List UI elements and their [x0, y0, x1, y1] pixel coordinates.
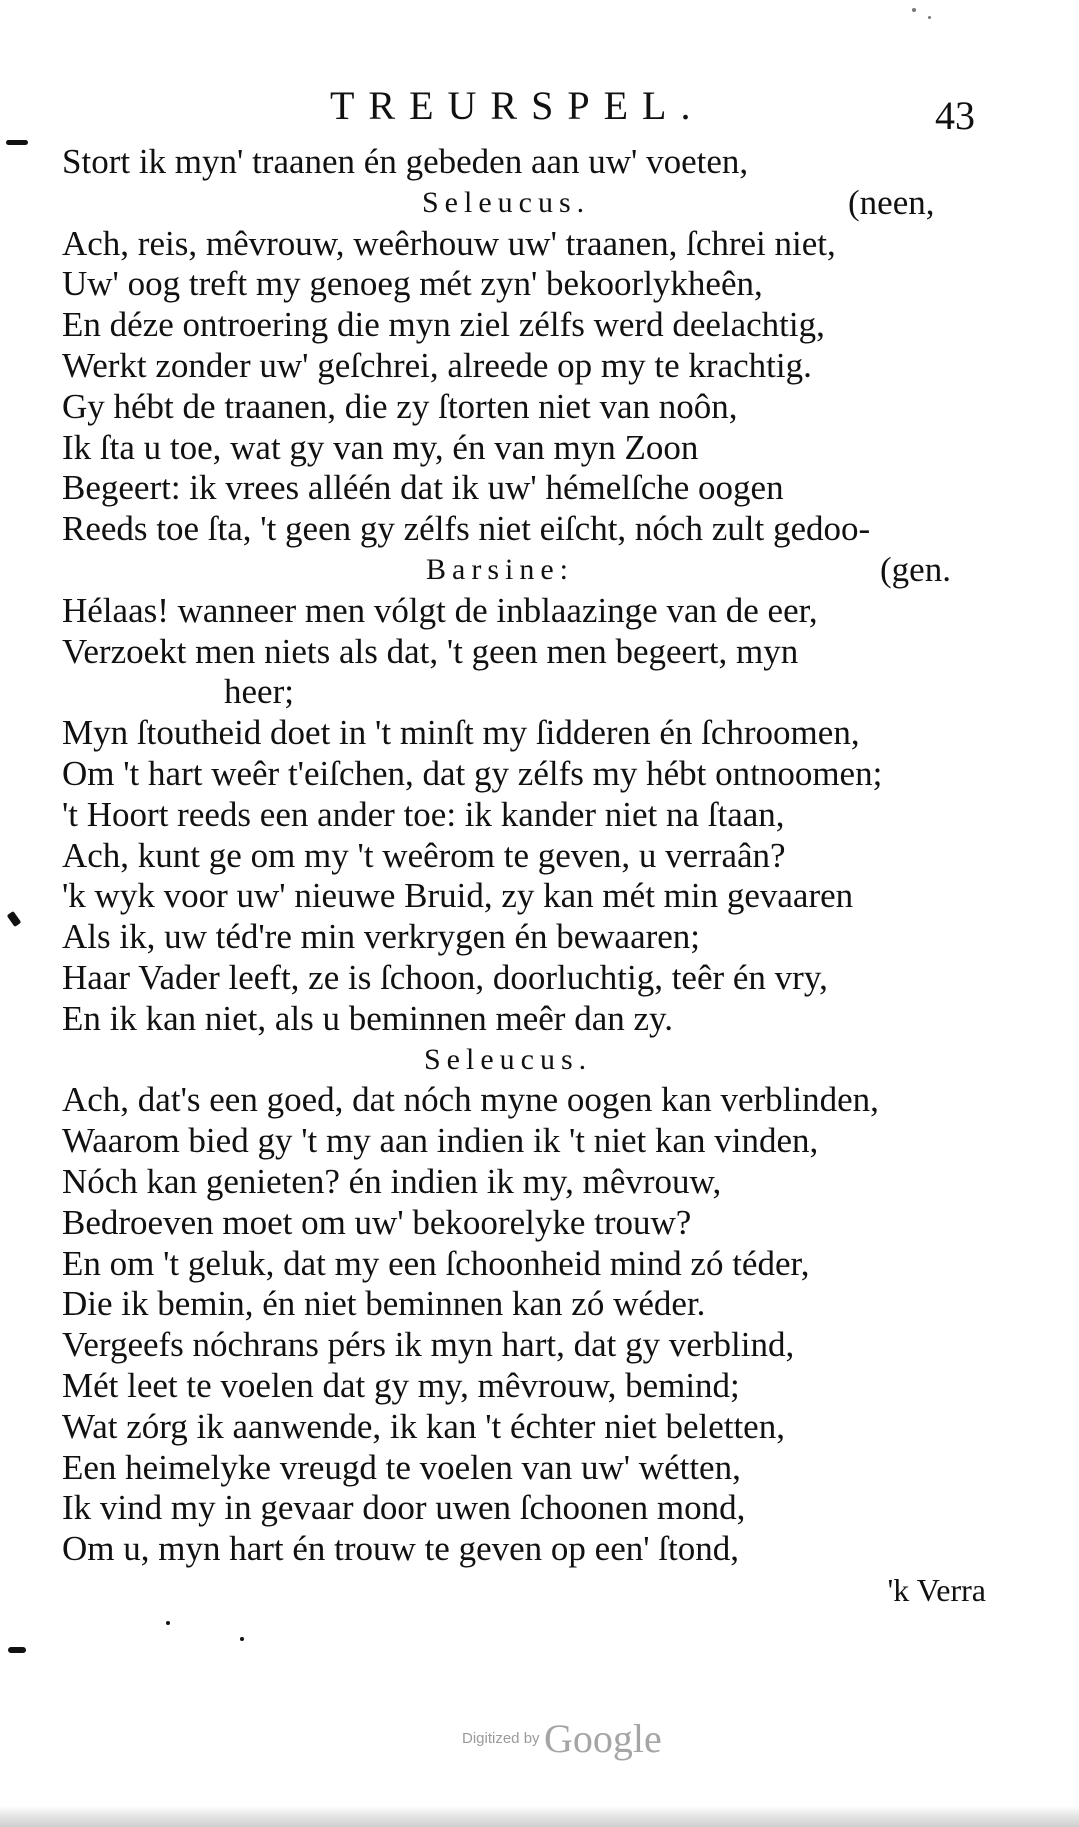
verse-tail: (gen. — [880, 549, 951, 589]
verse-tail: (neen, — [848, 182, 935, 222]
running-head: TREURSPEL. — [330, 83, 705, 128]
speaker-name: Barsine: — [426, 552, 574, 586]
verse-line: Ach, dat's een goed, dat nóch myne oogen kan verblinden, — [62, 1080, 879, 1120]
verse-line: Om 't hart weêr t'eiſchen, dat gy zélfs my hébt ontnoomen; — [62, 753, 883, 793]
verse-line: Ik ſta u toe, wat gy van my, én van myn Zoon — [62, 427, 699, 467]
speaker-line — [62, 550, 992, 591]
verse-line: Ach, reis, mêvrouw, weêrhouw uw' traanen, ſchrei niet, — [62, 223, 836, 263]
verse-line: Gy hébt de traanen, die zy ſtorten niet van noôn, — [62, 386, 738, 426]
verse-line: Begeert: ik vrees alléén dat ik uw' hémelſche oogen — [62, 468, 784, 508]
verse-line: Waarom bied gy 't my aan indien ik 't niet kan vinden, — [62, 1121, 819, 1161]
verse-line: 'k wyk voor uw' nieuwe Bruid, zy kan mét min gevaaren — [62, 876, 854, 916]
verse-continuation: heer; — [224, 672, 294, 712]
margin-mark-dash — [8, 1647, 26, 1653]
margin-mark-dash — [6, 140, 28, 145]
verse-line: Haar Vader leeft, ze is ſchoon, doorluchtig, teêr én vry, — [62, 957, 828, 997]
verse-line: Als ik, uw téd're min verkrygen én bewaaren; — [62, 917, 701, 957]
verse-line: Uw' oog treft my genoeg mét zyn' bekoorlykheên, — [62, 264, 763, 304]
verse-line: Om u, myn hart én trouw te geven op een' ſtond, — [62, 1529, 739, 1569]
margin-mark-dot — [912, 8, 916, 12]
verse-line: Myn ſtoutheid doet in 't minſt my ſidderen én ſchroomen, — [62, 713, 860, 753]
speaker-line — [62, 1040, 992, 1081]
margin-mark-dot — [240, 1637, 244, 1641]
watermark-prefix: Digitized by — [462, 1730, 540, 1747]
verse-line: Bedroeven moet om uw' bekoorelyke trouw? — [62, 1202, 692, 1242]
verse-line: En déze ontroering die myn ziel zélfs werd deelachtig, — [62, 305, 825, 345]
verse-line: Wat zórg ik aanwende, ik kan 't échter niet beletten, — [62, 1406, 785, 1446]
verse-line: Werkt zonder uw' geſchrei, alreede op my te krachtig. — [62, 345, 812, 385]
verse-line: Vergeefs nóchrans pérs ik myn hart, dat gy verblind, — [62, 1325, 795, 1365]
verse-line: En om 't geluk, dat my een ſchoonheid mind zó téder, — [62, 1243, 810, 1283]
speaker-name: Seleucus. — [422, 185, 591, 219]
catchword: 'k Verra — [887, 1571, 986, 1608]
margin-mark-dot — [166, 1621, 170, 1625]
margin-mark-dot — [928, 16, 931, 19]
verse-line: Stort ik myn' traanen én gebeden aan uw' voeten, — [62, 142, 749, 181]
verse-line: Die ik bemin, én niet beminnen kan zó wéder. — [62, 1284, 706, 1324]
verse-line: Een heimelyke vreugd te voelen van uw' wétten, — [62, 1447, 741, 1487]
margin-mark-arrow — [7, 911, 22, 927]
verse-line: En ik kan niet, als u beminnen meêr dan zy. — [62, 998, 674, 1038]
speaker-name: Seleucus. — [424, 1042, 593, 1076]
verse-line: Hélaas! wanneer men vólgt de inblaazinge van de eer, — [62, 590, 818, 630]
page-number: 43 — [935, 93, 975, 138]
text-block — [62, 142, 992, 1611]
verse-line: 't Hoort reeds een ander toe: ik kander niet na ſtaan, — [62, 794, 785, 834]
speaker-line — [62, 183, 992, 224]
verse-line: Verzoekt men niets als dat, 't geen men begeert, myn — [62, 631, 799, 671]
verse-line: Ach, kunt ge om my 't weêrom te geven, u verraân? — [62, 835, 786, 875]
verse-line: Reeds toe ſta, 't geen gy zélfs niet eiſcht, nóch zult gedoo- — [62, 509, 871, 549]
verse-line: Nóch kan genieten? én indien ik my, mêvrouw, — [62, 1161, 722, 1201]
page-edge-shadow — [0, 1806, 1079, 1827]
watermark-brand: Google — [544, 1716, 662, 1761]
digitization-watermark — [462, 1715, 662, 1762]
verse-line: Ik vind my in gevaar door uwen ſchoonen mond, — [62, 1488, 746, 1528]
verse-line: Mét leet te voelen dat gy my, mêvrouw, bemind; — [62, 1365, 740, 1405]
